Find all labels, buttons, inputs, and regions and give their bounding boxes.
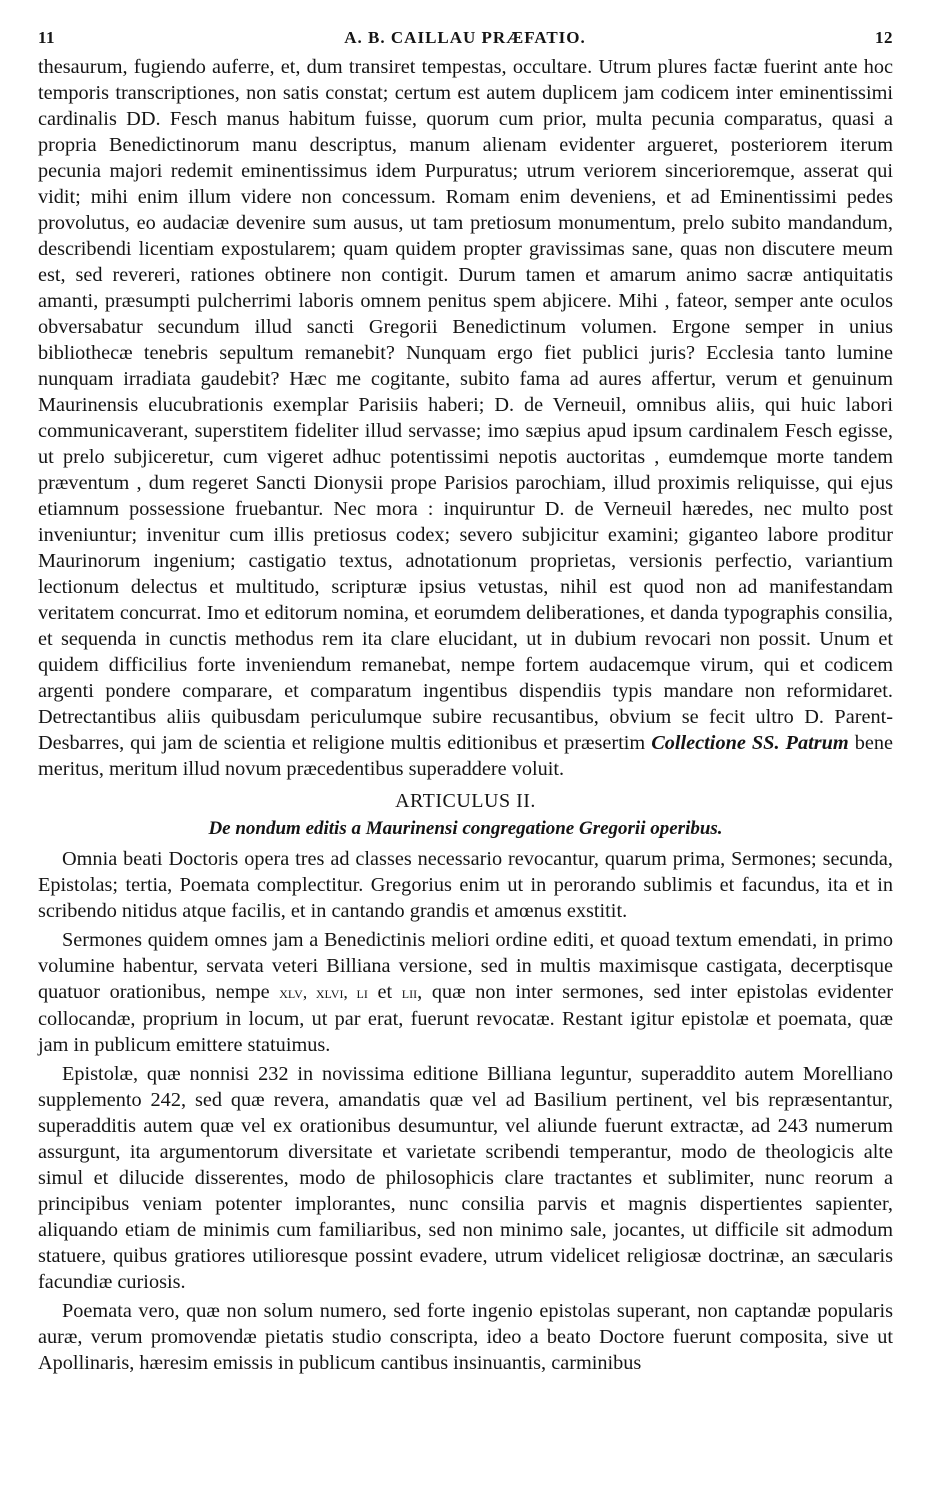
running-title: A. B. CAILLAU PRÆFATIO.: [344, 28, 586, 47]
paragraph-text: Sermones quidem omnes jam a Benedictinis meliori ordine editi, et quoad textum emendati, in primo volumine habentur, servata veteri Billiana versione, sed in multis maximisque castigata, decerptisque quatuor orationibus, nempe: [38, 929, 893, 1003]
paragraph-continued: [38, 54, 893, 782]
paragraph-sermones: [38, 927, 893, 1058]
body-text: [38, 54, 893, 1376]
article-heading: ARTICULUS II.: [395, 790, 536, 812]
paragraph-opera: Omnia beati Doctoris opera tres ad classes necessario revocantur, quarum prima, Sermones; secunda, Epistolas; tertia, Poemata complectitur. Gregorius enim ut in perorando sublimis et facundus, ita et in scribendo nitidus atque facilis, et in cantando grandis et amœnus exstitit.: [38, 848, 893, 922]
oration-numbers: xlv, xlvi, li: [279, 983, 368, 1002]
article-subheading: De nondum editis a Maurinensi congregatione Gregorii operibus.: [208, 818, 723, 839]
conjunction: et: [377, 981, 393, 1003]
paragraph-text: thesaurum, fugiendo auferre, et, dum transiret tempestas, occultare. Utrum plures factæ fuerint ante hoc temporis transcriptiones, non satis constat; certum est autem duplicem jam codicem inter eminentissimi cardinalis DD. Fesch manus habitum fuisse, quorum cum prior, multa pecunia comparatus, quasi a propria Benedictinorum manu descriptus, manum alienam evidenter argueret, posteriorem iterum pecunia majori redemit eminentissimus idem Purpuratus; utrum veriorem sincerioremque, asserat qui vidit; mihi enim illum videre non concessum. Romam enim deveniens, et ad Eminentissimi pedes provolutus, eo audaciæ devenire sum ausus, ut tam pretiosum monumentum, prelo subito mandandum, describendi licentiam expostularem; quam quidem propter gravissimas sane, quas non discutere meum est, sed revereri, rationes obtinere non contigit. Durum tamen et amarum animo sacræ antiquitatis amanti, præsumpti pulcherrimi laboris omnem penitus spem abjicere. Mihi , fateor, semper ante oculos obversabatur secundum illud sancti Gregorii Benedictinum volumen. Ergone semper in unius bibliothecæ tenebris sepultum remanebit? Nunquam ergo fiet publici juris? Ecclesia tanto lumine nunquam irradiata gaudebit? Hæc me cogitante, subito fama ad aures affertur, verum et genuinum Maurinensis elucubrationis exemplar Parisiis haberi; D. de Verneuil, omnibus aliis, qui huic labori communicaverant, superstitem fideliter illud servasse; imo sæpius apud ipsum cardinalem Fesch egisse, ut prelo subjiceretur, cum vigeret adhuc potentissimi nepotis auctoritas , eumdemque morte tandem præventum , dum regeret Sancti Dionysii prope Parisios parochiam, illud proximis reliquisse, qui ejus etiamnum possessione fruebantur. Nec mora : inquiruntur D. de Verneuil hæredes, nec multo post inveniuntur; invenitur cum illis pretiosus codex; severo subjicitur examini; giganteo labore proditur Maurinorum ingenium; castigatio textus, adnotationum proprietas, versionis perfectio, variantium lectionum delectus et multitudo, scripturæ ipsius vetustas, nihil est quod non ad manifestandam veritatem concurrat. Imo et editorum nomina, et eorumdem deliberationes, et danda typographis consilia, et sequenda in cunctis methodus rem ita clare elucidant, ut in dubium revocari non possit. Unum et quidem difficilius forte inveniendum remanebat, nempe fortem audacemque virum, qui et codicem argenti pondere comparare, et comparatum ingentibus dispendiis typis mandare non reformidaret. Detrectantibus aliis quibusdam periculumque subire recusantibus, obvium se fecit ultro D. Parent-Desbarres, qui jam de scientia et religione multis editionibus et præsertim: [38, 56, 893, 754]
running-head: [38, 28, 893, 54]
page-number-left: 11: [38, 28, 56, 47]
paragraph-poemata: Poemata vero, quæ non solum numero, sed forte ingenio epistolas superant, non captandæ popularis auræ, verum promovendæ pietatis studio conscripta, ideo a beato Doctore fuerunt composita, sive ut Apollinaris, hæresim emissis in publicum cantibus insinuantis, carminibus: [38, 1300, 893, 1374]
paragraph-text-tail: bene meritus, meritum illud novum præcedentibus superaddere voluit.: [38, 732, 893, 780]
oration-number-last: lii: [401, 983, 418, 1002]
paragraph-epistolae: Epistolæ, quæ nonnisi 232 in novissima editione Billiana leguntur, superaddito autem Morelliano supplemento 242, sed quæ revera, amandatis quæ vel ad Basilium pertinent, vel bis repræsentantur, superadditis autem quæ vel ex orationibus desumuntur, vel aliunde fuerunt extractæ, ad 243 numerum assurgunt, ita argumentorum diversitate et varietate scribendi temperantur, modo de theologicis alte simul et dilucide disserentes, modo de philosophicis clare tractantes et sublimiter, nunc reorum a principibus veniam potenter implorantes, nunc consilia parvis et magnis dispertientes sapienter, aliquando etiam de minimis cum familiaribus, sed non minimo sale, jocantes, ut difficile sit admodum statuere, quibus gratiores utilioresque possint evadere, utrum videlicet religiosæ doctrinæ, an sæcularis facundiæ curiosis.: [38, 1063, 893, 1293]
italic-title: Collectione SS. Patrum: [651, 732, 849, 754]
page-number-right: 12: [875, 28, 893, 47]
paragraph-text-tail: , quæ non inter sermones, sed inter epistolas evidenter collocandæ, proprium in locum, ut par erat, fuerunt revocatæ. Restant igitur epistolæ et poemata, quæ jam in publicum emittere statuimus.: [38, 981, 893, 1056]
